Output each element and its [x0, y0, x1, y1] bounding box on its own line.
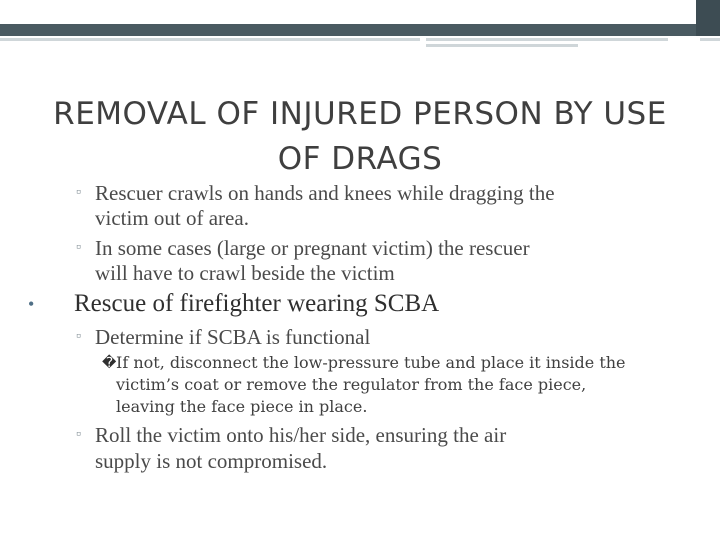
bullet-marker: ▫: [76, 329, 81, 344]
bullet-marker: ▫: [76, 427, 81, 442]
bullet-text-line: supply is not compromised.: [95, 449, 328, 473]
bullet-text-line: Rescuer crawls on hands and knees while dragging the: [95, 181, 555, 205]
bullet-text-line: Roll the victim onto his/her side, ensuring the air: [95, 423, 507, 447]
bullet-marker: �: [102, 355, 117, 371]
bullet-text-line: victim’s coat or remove the regulator from the face piece,: [116, 375, 587, 394]
slide-title-line-2: OF DRAGS: [277, 141, 443, 177]
bullet-marker: •: [28, 294, 35, 314]
bullet-text-line: will have to crawl beside the victim: [95, 261, 395, 285]
bullet-marker: ▫: [76, 240, 81, 255]
bullet-text-line: leaving the face piece in place.: [116, 397, 368, 416]
bullet-text-line: Determine if SCBA is functional: [95, 325, 371, 349]
bullet-text-line: In some cases (large or pregnant victim) the rescuer: [95, 236, 530, 260]
bullet-text-line: victim out of area.: [95, 206, 249, 230]
slide-title-line-1: REMOVAL OF INJURED PERSON BY USE: [53, 96, 667, 132]
bullet-text-line: Rescue of firefighter wearing SCBA: [74, 290, 440, 317]
bullet-marker: ▫: [76, 185, 81, 200]
bullet-text-line: If not, disconnect the low-pressure tube and place it inside the: [116, 353, 626, 372]
